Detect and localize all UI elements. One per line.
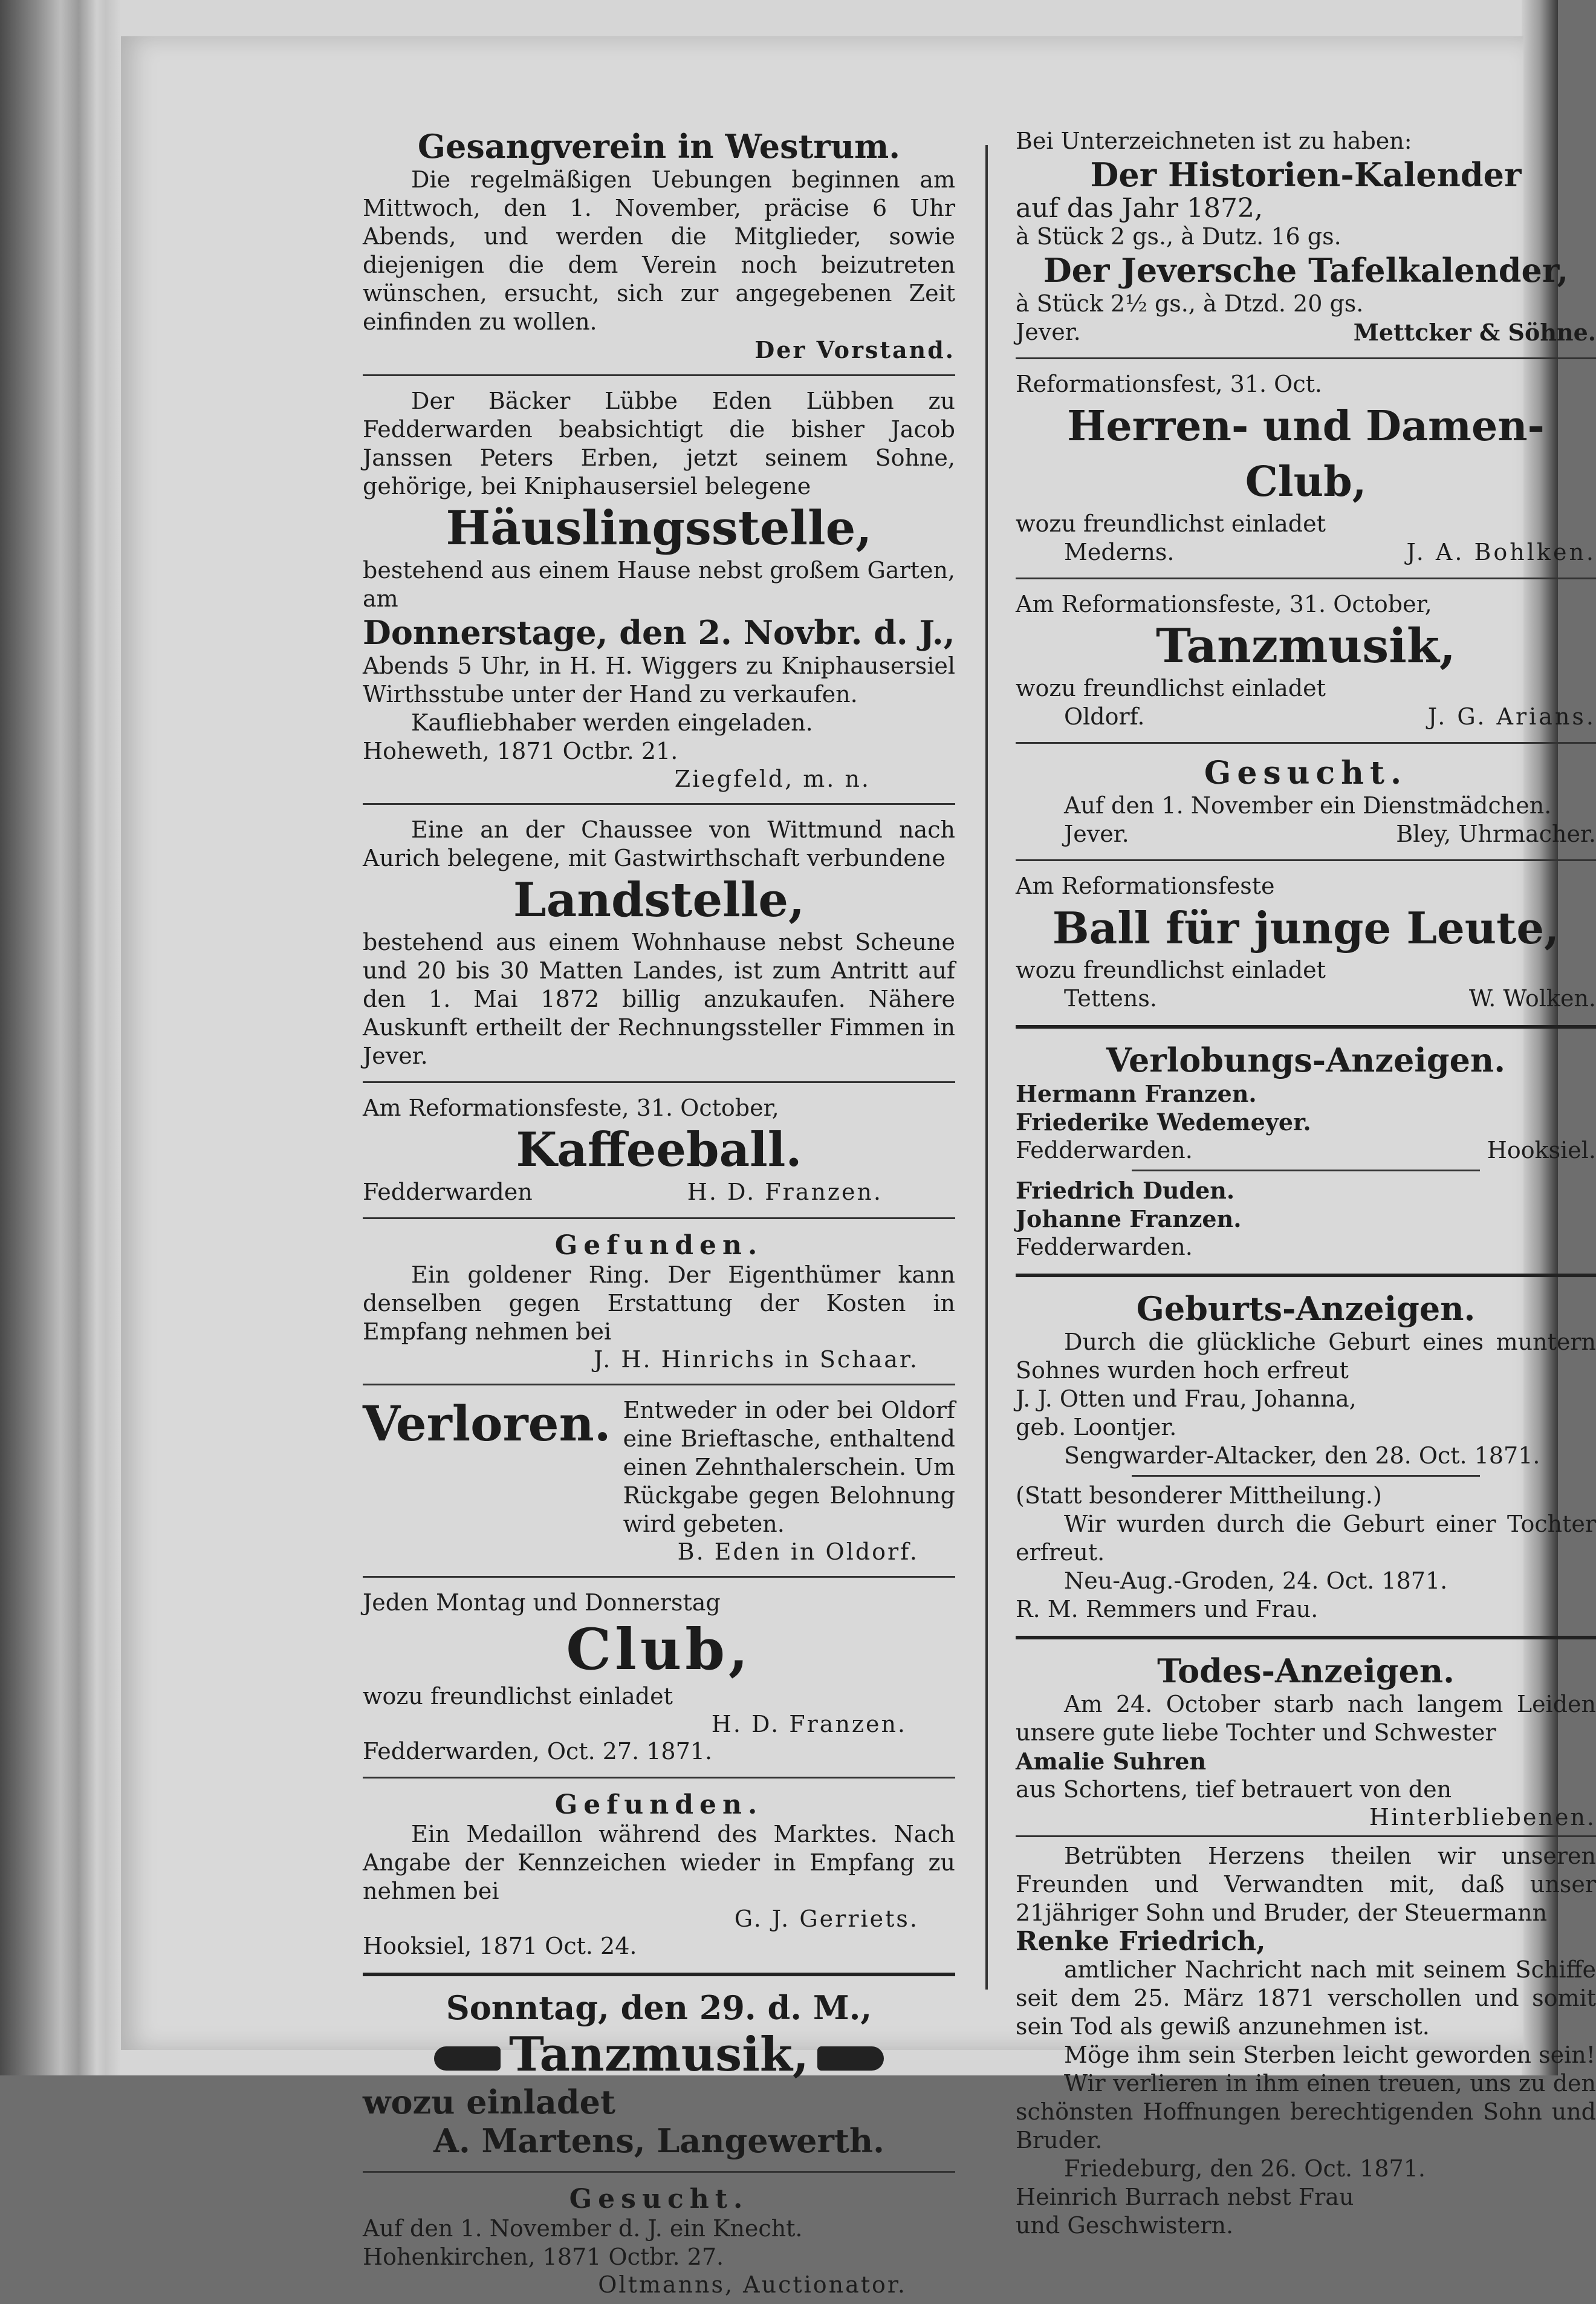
ad-text: amtlicher Nachricht nach mit seinem Schiffe seit dem 25. März 1871 verschollen und somit sein Tod als gewiß anzunehmen ist. — [1016, 1956, 1596, 2040]
ad-text: Die regelmäßigen Uebungen beginnen am Mittwoch, den 1. November, präcise 6 Uhr Abends, und werden die Mitglieder, sowie diejenigen die dem Verein noch beizutreten wünschen, ersucht, sich zur angegebenen Zeit einfinden zu wollen. — [363, 166, 955, 335]
signature: Heinrich Burrach nebst Frau — [1016, 2184, 1354, 2210]
newspaper-page — [121, 36, 1596, 2298]
ad-place: Jever. — [1016, 319, 1081, 345]
ad-signature: J. A. Bohlken. — [1406, 539, 1596, 565]
signature: und Geschwistern. — [1016, 2212, 1234, 2239]
ad-title: Der Historien-Kalender — [1090, 155, 1522, 194]
divider — [1132, 1170, 1480, 1171]
ad-gesucht-dienstmaedchen — [1016, 749, 1596, 854]
ad-herren-damen-club — [1016, 364, 1596, 573]
ad-signature: Bley, Uhrmacher. — [1396, 821, 1596, 847]
ad-footer — [1016, 318, 1596, 347]
ad-gefunden-ring — [363, 1224, 955, 1379]
geburts-anzeigen — [1016, 1283, 1596, 1630]
ad-gesucht-knecht — [363, 2178, 955, 2304]
ad-verloren — [363, 1390, 955, 1571]
name: Renke Friedrich, — [1016, 1926, 1266, 1957]
ad-date: Donnerstage, den 2. Novbr. d. J., — [363, 613, 955, 652]
ad-text: bestehend aus einem Wohnhause nebst Scheune und 20 bis 30 Matten Landes, ist zum Antritt auf den 1. Mai 1872 billig anzukaufen. Nähere Auskunft ertheilt der Rechnungssteller Fimmen in Jever. — [363, 929, 955, 1069]
ad-text: Auf den 1. November d. J. ein Knecht. — [363, 2215, 803, 2242]
place: Hooksiel. — [1487, 1137, 1596, 1163]
ad-text: Betrübten Herzens theilen wir unseren Freunden und Verwandten mit, daß unser 21jähriger Sohn und Bruder, der Steuermann — [1016, 1843, 1596, 1926]
divider — [363, 803, 955, 805]
ad-footer — [1016, 703, 1596, 731]
divider — [363, 1217, 955, 1219]
ad-title: Herren- und Damen-Club, — [1067, 402, 1545, 506]
ad-footer — [1016, 820, 1596, 848]
divider — [1016, 1636, 1596, 1639]
ad-text: Am 24. October starb nach langem Leiden unsere gute liebe Tochter und Schwester — [1016, 1691, 1596, 1746]
divider — [363, 1777, 955, 1778]
divider — [363, 1384, 955, 1385]
names: J. J. Otten und Frau, Johanna, — [1016, 1385, 1357, 1412]
ad-tanzmusik-oldorf — [1016, 584, 1596, 737]
divider — [1016, 1835, 1596, 1837]
ad-ball — [1016, 866, 1596, 1019]
ad-gefunden-medaillon — [363, 1783, 955, 1967]
ad-intro: Bei Unterzeichneten ist zu haben: — [1016, 128, 1412, 154]
ad-footer — [1016, 984, 1596, 1013]
ad-place: Hohenkirchen, 1871 Octbr. 27. — [363, 2244, 724, 2270]
ad-signature: Ziegfeld, m. n. — [674, 766, 871, 792]
place: Fedderwarden. — [1016, 1137, 1193, 1163]
place: Sengwarder-Altacker, den 28. Oct. 1871. — [1064, 1442, 1540, 1469]
divider — [1132, 1475, 1480, 1477]
ad-title: Ball für junge Leute, — [1052, 902, 1560, 954]
section-title: Todes-Anzeigen. — [1157, 1652, 1455, 1690]
places-row — [1016, 1136, 1596, 1165]
divider — [1016, 742, 1596, 744]
ad-title-row — [363, 2027, 955, 2083]
ad-place: Fedderwarden — [363, 1179, 533, 1205]
ad-signature: H. D. Franzen. — [687, 1179, 883, 1205]
ad-intro: Am Reformationsfeste — [1016, 873, 1275, 899]
ad-place: Tettens. — [1064, 985, 1157, 1012]
ad-intro: Jeden Montag und Donnerstag — [363, 1589, 721, 1616]
note: (Statt besonderer Mittheilung.) — [1016, 1482, 1382, 1509]
ad-title: Gesucht. — [1204, 755, 1408, 792]
ad-invite: wozu freundlichst einladet — [1016, 510, 1326, 537]
ad-title: Gesangverein in Westrum. — [417, 127, 901, 166]
name: Hermann Franzen. — [1016, 1080, 1257, 1107]
ad-invite: wozu freundlichst einladet — [1016, 957, 1326, 983]
name: Amalie Suhren — [1016, 1748, 1207, 1775]
verlobungs-anzeigen — [1016, 1035, 1596, 1268]
ad-invite: wozu einladet — [363, 2083, 615, 2121]
ad-signature: Oltmanns, Auctionator. — [598, 2271, 907, 2298]
ad-text: bestehend aus einem Hause nebst großem Garten, am — [363, 557, 955, 612]
ad-footer — [1016, 538, 1596, 567]
ad-text: Wir wurden durch die Geburt einer Tochter erfreut. — [1016, 1511, 1596, 1566]
divider — [363, 1973, 955, 1976]
ad-signature: W. Wolken. — [1468, 985, 1596, 1012]
names: R. M. Remmers und Frau. — [1016, 1596, 1319, 1622]
divider — [1016, 859, 1596, 861]
ad-tanzmusik-martens — [363, 1982, 955, 2166]
ad-text: Abends 5 Uhr, in H. H. Wiggers zu Kniphausersiel Wirthsstube unter der Hand zu verkaufen. — [363, 652, 955, 708]
column-divider — [985, 145, 988, 1990]
ad-title: Der Jeversche Tafelkalender, — [1043, 251, 1569, 290]
verloren-row — [363, 1396, 955, 1538]
ad-intro: Der Bäcker Lübbe Eden Lübben zu Fedderwarden beabsichtigt die bisher Jacob Janssen Peters Erben, jetzt seinem Sohne, gehörige, bei Kniphausersiel belegene — [363, 388, 955, 500]
ad-signature: Der Vorstand. — [754, 336, 955, 363]
section-title: Verlobungs-Anzeigen. — [1106, 1041, 1505, 1079]
name: Johanne Franzen. — [1016, 1205, 1242, 1232]
ad-signature: G. J. Gerriets. — [734, 1905, 919, 1932]
ad-title: Gefunden. — [554, 1230, 764, 1261]
ad-text: Möge ihm sein Sterben leicht geworden sein! — [1064, 2042, 1595, 2068]
ad-signature: A. Martens, Langewerth. — [433, 2121, 884, 2160]
ad-title: Verloren. — [363, 1395, 611, 1452]
ad-place: Hoheweth, 1871 Octbr. 21. — [363, 738, 678, 764]
divider — [1016, 578, 1596, 579]
ad-title: Häuslingsstelle, — [446, 501, 872, 556]
ad-intro: Reformationsfest, 31. Oct. — [1016, 371, 1322, 397]
divider — [1016, 357, 1596, 359]
ad-text: Kaufliebhaber werden eingeladen. — [411, 709, 813, 736]
ad-text: Ein Medaillon während des Marktes. Nach Angabe der Kennzeichen wieder in Empfang zu nehmen bei — [363, 1821, 955, 1904]
ad-footer — [363, 1178, 955, 1206]
ad-place: Hooksiel, 1871 Oct. 24. — [363, 1933, 637, 1959]
ad-kalender — [1016, 121, 1596, 353]
ad-signature: H. D. Franzen. — [711, 1711, 907, 1737]
ad-signature: Mettcker & Söhne. — [1353, 319, 1596, 346]
pointing-hand-icon — [817, 2046, 884, 2071]
ad-text: Entweder in oder bei Oldorf eine Brieftasche, enthaltend einen Zehnthalerschein. Um Rückgabe gegen Belohnung wird gebeten. — [623, 1397, 955, 1537]
name: Friedrich Duden. — [1016, 1177, 1235, 1204]
divider — [1016, 1274, 1596, 1277]
divider — [1016, 1025, 1596, 1029]
place: Friedeburg, den 26. Oct. 1871. — [1064, 2155, 1426, 2182]
divider — [363, 1081, 955, 1083]
ad-text: Ein goldener Ring. Der Eigenthümer kann denselben gegen Erstattung der Kosten in Empfang nehmen bei — [363, 1261, 955, 1345]
ad-landstelle — [363, 810, 955, 1076]
section-title: Geburts-Anzeigen. — [1136, 1289, 1476, 1328]
ad-gesangverein — [363, 121, 955, 369]
ad-title: Club, — [566, 1616, 752, 1683]
ad-title: Kaffeeball. — [516, 1122, 802, 1177]
ad-club — [363, 1583, 955, 1772]
ad-place: Mederns. — [1064, 539, 1175, 565]
ad-intro: Am Reformationsfeste, 31. October, — [363, 1095, 779, 1121]
ad-text: Durch die glückliche Geburt eines muntern Sohnes wurden hoch erfreut — [1016, 1329, 1596, 1384]
ad-title: Tanzmusik, — [1155, 619, 1456, 674]
ad-invite: wozu freundlichst einladet — [1016, 675, 1326, 701]
ad-title: Landstelle, — [513, 873, 805, 928]
ad-place: Jever. — [1064, 821, 1129, 847]
ad-title: Gesucht. — [569, 2184, 749, 2215]
ad-signature: Hinterbliebenen. — [1369, 1804, 1596, 1831]
ad-signature: J. G. Arians. — [1427, 703, 1596, 730]
ad-haeuslingsstelle — [363, 381, 955, 798]
ad-signature: B. Eden in Oldorf. — [677, 1538, 919, 1565]
divider — [363, 2171, 955, 2173]
todes-anzeigen — [1016, 1645, 1596, 2246]
ad-signature: J. H. Hinrichs in Schaar. — [593, 1346, 919, 1373]
ad-price: à Stück 2½ gs., à Dtzd. 20 gs. — [1016, 290, 1364, 317]
ad-text: aus Schortens, tief betrauert von den — [1016, 1776, 1452, 1803]
ad-text: Wir verlieren in ihm einen treuen, uns zu den schönsten Hoffnungen berechtigenden Sohn und Bruder. — [1016, 2070, 1596, 2153]
ad-text: auf das Jahr 1872, — [1016, 193, 1263, 224]
right-column — [1016, 121, 1596, 2246]
ad-title: Gefunden. — [554, 1789, 764, 1820]
left-column — [363, 121, 955, 2304]
ad-intro: Sonntag, den 29. d. M., — [446, 1988, 872, 2027]
divider — [363, 374, 955, 376]
ad-intro: Am Reformationsfeste, 31. October, — [1016, 591, 1432, 617]
ad-price: à Stück 2 gs., à Dutz. 16 gs. — [1016, 223, 1341, 250]
pointing-hand-icon — [434, 2046, 501, 2071]
ad-intro: Eine an der Chaussee von Wittmund nach Aurich belegene, mit Gastwirthschaft verbundene — [363, 816, 955, 871]
ad-title: Tanzmusik, — [508, 2027, 809, 2082]
place: Fedderwarden. — [1016, 1234, 1193, 1260]
ad-kaffeeball — [363, 1088, 955, 1212]
divider — [363, 1576, 955, 1578]
ad-place: Fedderwarden, Oct. 27. 1871. — [363, 1738, 713, 1765]
ad-place: Oldorf. — [1064, 703, 1145, 730]
nee: geb. Loontjer. — [1016, 1414, 1177, 1440]
ad-text: Auf den 1. November ein Dienstmädchen. — [1064, 792, 1552, 819]
place: Neu-Aug.-Groden, 24. Oct. 1871. — [1064, 1567, 1448, 1594]
name: Friederike Wedemeyer. — [1016, 1108, 1311, 1136]
ad-invite: wozu freundlichst einladet — [363, 1683, 673, 1710]
